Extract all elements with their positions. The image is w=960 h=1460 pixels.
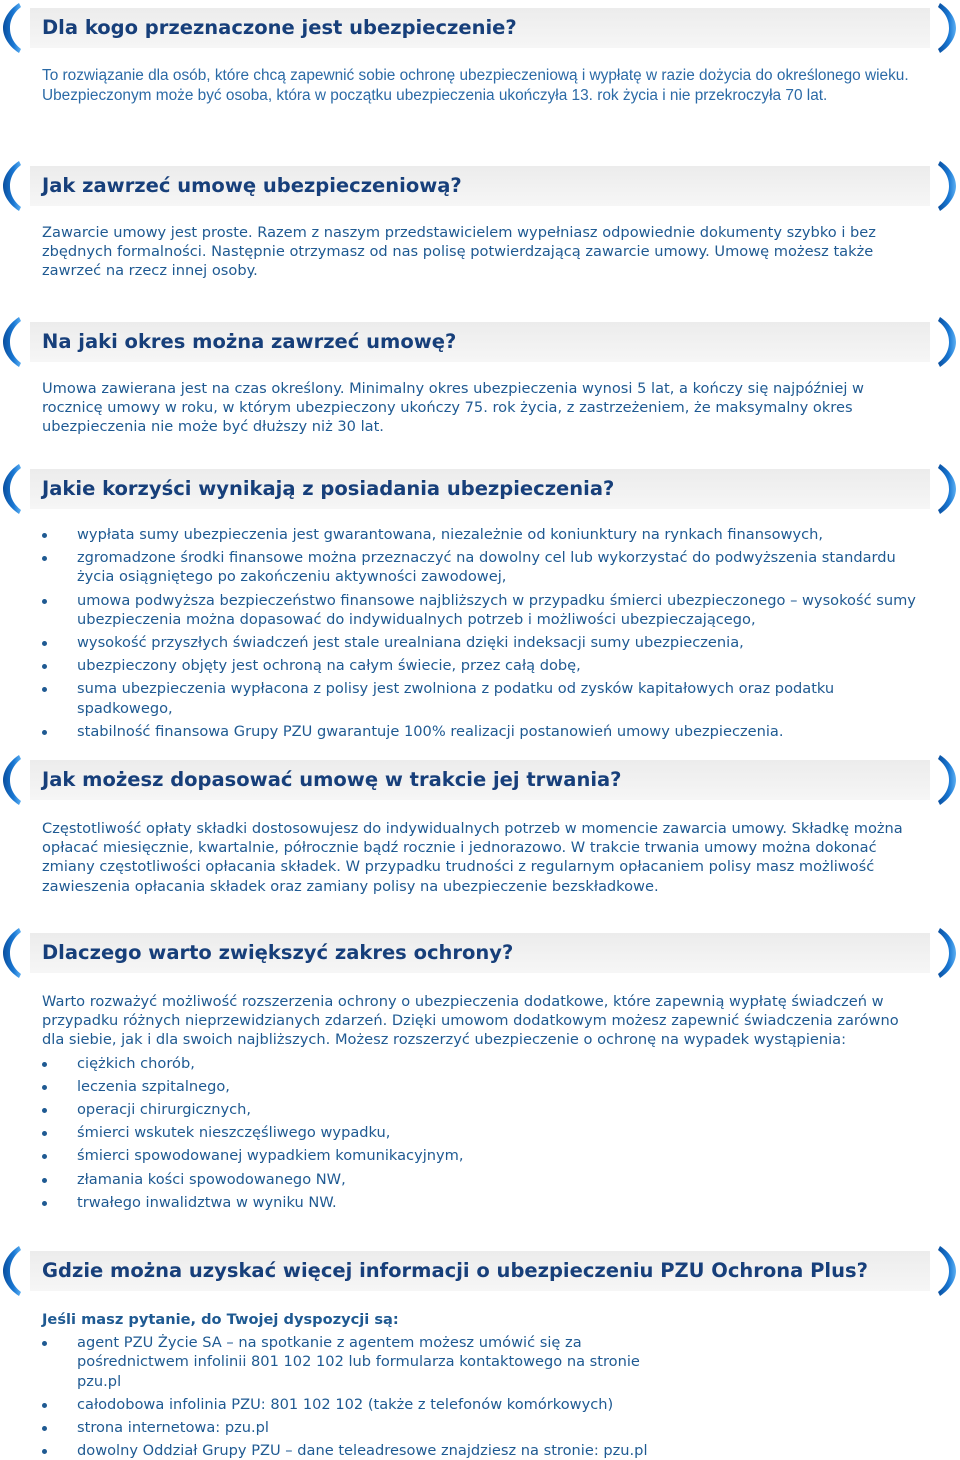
list-item: leczenia szpitalnego, xyxy=(42,1077,924,1096)
section-heading: Gdzie można uzyskać więcej informacji o ubezpieczeniu PZU Ochrona Plus? xyxy=(42,1259,868,1282)
section-paragraph: Umowa zawierana jest na czas określony. Minimalny okres ubezpieczenia wynosi 5 lat, a kończy się najpóźniej w rocznicę umowy w roku, w którym ubezpieczony ukończy 75. rok życia, z zastrzeżeniem, że maksymalny okres ubezpieczenia nie może być dłuższy niż 30 lat. xyxy=(42,380,864,436)
benefits-list xyxy=(42,525,924,741)
bracket-left-icon xyxy=(1,159,23,213)
section-paragraph: To rozwiązanie dla osób, które chcą zapewnić sobie ochronę ubezpieczeniową i wypłatę w razie dożycia do określonego wieku. Ubezpieczonym może być osoba, która w początku ubezpieczenia ukończyła 13. rok życia i nie przekroczyła 70 lat. xyxy=(42,67,909,104)
list-item: operacji chirurgicznych, xyxy=(42,1100,924,1119)
bracket-left-icon xyxy=(1,926,23,980)
section-paragraph: Warto rozważyć możliwość rozszerzenia ochrony o ubezpieczenia dodatkowe, które zapewnią wypłatę świadczeń w przypadku różnych nieprzewidzianych zdarzeń. Dzięki umowom dodatkowym możesz zapewnić świadczenia zarówno dla siebie, jak i dla swoich najbliższych. Możesz rozszerzyć ubezpieczenie o ochronę na wypadek wystąpienia: xyxy=(42,993,899,1049)
section-paragraph: Zawarcie umowy jest proste. Razem z naszym przedstawicielem wypełniasz odpowiednie dokumenty szybko i bez zbędnych formalności. Następnie otrzymasz od nas polisę potwierdzającą zawarcie umowy. Umowę możesz także zawrzeć na rzecz innej osoby. xyxy=(42,224,876,280)
heading-bar xyxy=(30,933,930,973)
heading-bar xyxy=(30,760,930,800)
list-item: wypłata sumy ubezpieczenia jest gwarantowana, niezależnie od koniunktury na rynkach finansowych, xyxy=(42,525,924,544)
bracket-left-icon xyxy=(1,462,23,516)
bracket-right-icon xyxy=(936,462,958,516)
bracket-left-icon xyxy=(1,1244,23,1298)
coverage-list xyxy=(42,1054,924,1212)
heading-bar xyxy=(30,322,930,362)
list-item: złamania kości spowodowanego NW, xyxy=(42,1170,924,1189)
bracket-right-icon xyxy=(936,926,958,980)
list-item: strona internetowa: pzu.pl xyxy=(42,1418,924,1437)
bracket-left-icon xyxy=(1,1,23,55)
info-lead: Jeśli masz pytanie, do Twojej dyspozycji są: xyxy=(42,1311,399,1328)
info-list xyxy=(42,1333,924,1460)
list-item: całodobowa infolinia PZU: 801 102 102 (także z telefonów komórkowych) xyxy=(42,1395,924,1414)
section-heading: Jak zawrzeć umowę ubezpieczeniową? xyxy=(42,174,462,197)
list-item: agent PZU Życie SA – na spotkanie z agentem możesz umówić się za pośrednictwem infolinii 801 102 102 lub formularza kontaktowego na stronie pzu.pl xyxy=(42,1333,924,1391)
list-item: śmierci wskutek nieszczęśliwego wypadku, xyxy=(42,1123,924,1142)
bracket-left-icon xyxy=(1,315,23,369)
list-item: ubezpieczony objęty jest ochroną na całym świecie, przez całą dobę, xyxy=(42,656,924,675)
bracket-right-icon xyxy=(936,159,958,213)
bracket-right-icon xyxy=(936,315,958,369)
heading-bar xyxy=(30,469,930,509)
section-heading: Jak możesz dopasować umowę w trakcie jej trwania? xyxy=(42,768,622,791)
bracket-left-icon xyxy=(1,753,23,807)
list-item: zgromadzone środki finansowe można przeznaczyć na dowolny cel lub wykorzystać do podwyższenia standardu życia osiągniętego po zakończeniu aktywności zawodowej, xyxy=(42,548,924,586)
section-heading: Jakie korzyści wynikają z posiadania ubezpieczenia? xyxy=(42,477,615,500)
section-heading: Dlaczego warto zwiększyć zakres ochrony? xyxy=(42,941,514,964)
list-item: trwałego inwalidztwa w wyniku NW. xyxy=(42,1193,924,1212)
list-item: suma ubezpieczenia wypłacona z polisy jest zwolniona z podatku od zysków kapitałowych oraz podatku spadkowego, xyxy=(42,679,924,717)
list-item: umowa podwyższa bezpieczeństwo finansowe najbliższych w przypadku śmierci ubezpieczonego – wysokość sumy ubezpieczenia można dopasować do indywidualnych potrzeb i możliwości ubezpieczającego, xyxy=(42,591,924,629)
list-item: dowolny Oddział Grupy PZU – dane teleadresowe znajdziesz na stronie: pzu.pl xyxy=(42,1441,924,1460)
section-heading: Na jaki okres można zawrzeć umowę? xyxy=(42,330,457,353)
bracket-right-icon xyxy=(936,753,958,807)
list-item: ciężkich chorób, xyxy=(42,1054,924,1073)
section-paragraph: Częstotliwość opłaty składki dostosowujesz do indywidualnych potrzeb w momencie zawarcia umowy. Składkę można opłacać miesięcznie, kwartalnie, półrocznie bądź rocznie i jednorazowo. W trakcie trwania umowy można dokonać zmiany częstotliwości opłacania składek. W przypadku trudności z regularnym opłacaniem polisy masz możliwość zawieszenia opłacania składek oraz zamiany polisy na ubezpieczenie bezskładkowe. xyxy=(42,820,903,895)
list-item: stabilność finansowa Grupy PZU gwarantuje 100% realizacji postanowień umowy ubezpieczenia. xyxy=(42,722,924,741)
bracket-right-icon xyxy=(936,1244,958,1298)
heading-bar xyxy=(30,1251,930,1291)
heading-bar xyxy=(30,8,930,48)
heading-bar xyxy=(30,166,930,206)
list-item: śmierci spowodowanej wypadkiem komunikacyjnym, xyxy=(42,1146,924,1165)
section-heading: Dla kogo przeznaczone jest ubezpieczenie? xyxy=(42,16,517,39)
list-item: wysokość przyszłych świadczeń jest stale urealniana dzięki indeksacji sumy ubezpieczenia, xyxy=(42,633,924,652)
bracket-right-icon xyxy=(936,1,958,55)
